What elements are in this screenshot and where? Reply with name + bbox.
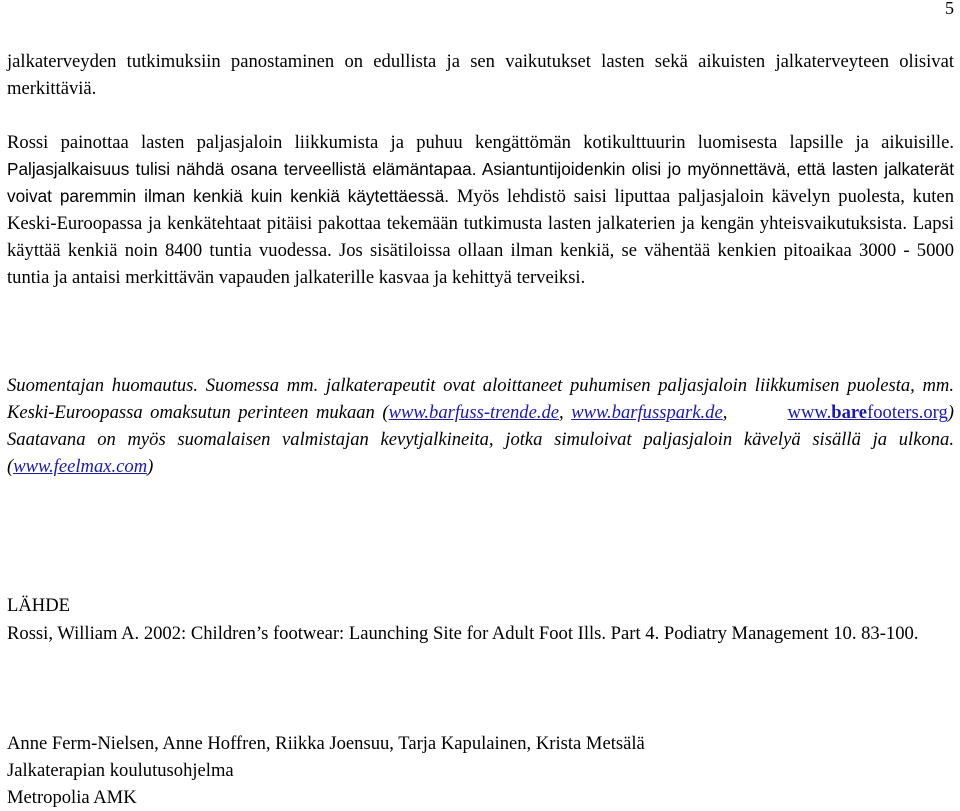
link-barefooters[interactable] xyxy=(788,402,948,423)
translator-note xyxy=(7,372,954,480)
author-names: Anne Ferm-Nielsen, Anne Hoffren, Riikka Joensuu, Tarja Kapulainen, Krista Metsälä xyxy=(7,733,645,754)
paragraph-rossi-s3: Myös lehdistö saisi liputtaa paljasjaloin kävelyn puolesta, kuten Keski-Euroopassa ja kenkätehtaat pitäisi pakottaa tekemään tutkimusta lasten jalkaterien ja kengän yhteisvaikutuksista. Lapsi käyttää kenkiä noin 8400 tuntia vuodessa. Jos sisätiloissa ollaan ilman kenkiä, se vähentää kenkien pitoaikaa 3000 - 5000 tuntia ja antaisi merkittävän vapauden jalkaterille kasvaa ja kehittyä terveiksi. xyxy=(7,186,954,288)
link-barfusspark[interactable]: www.barfusspark.de xyxy=(571,402,723,423)
link-barefooters-bold: bare xyxy=(831,402,868,423)
page-number: 5 xyxy=(945,0,954,18)
link-barefooters-pre: www. xyxy=(787,402,832,423)
note-sep2: , xyxy=(722,402,788,423)
link-barefooters-post: footers.org xyxy=(867,402,948,423)
paragraph-rossi-s1: Rossi painottaa lasten paljasjaloin liikkumista ja puhuu kengättömän kotikulttuurin luomisesta lapsille ja aikuisille. xyxy=(7,132,954,153)
link-feelmax[interactable]: www.feelmax.com xyxy=(13,456,148,477)
paragraph-intro: jalkaterveyden tutkimuksiin panostaminen on edullista ja sen vaikutukset lasten sekä aikuisten jalkaterveyteen olisivat merkittäviä. xyxy=(7,51,954,99)
paragraph-rossi xyxy=(7,129,954,291)
note-end: ) xyxy=(147,456,154,477)
degree-program: Jalkaterapian koulutusohjelma xyxy=(7,760,234,781)
link-barfuss-trende[interactable]: www.barfuss-trende.de xyxy=(388,402,560,423)
paragraph-rossi-s2: Paljasjalkaisuus tulisi nähdä osana terveellistä elämäntapaa. Asiantuntijoidenkin olisi jo myönnettävä, että lasten jalkaterät voivat paremmin ilman kenkiä kuin kenkiä käytettäessä. xyxy=(7,159,954,206)
note-mid: ) Saatavana on myös suomalaisen valmistajan kevytjalkineita, jotka simuloivat paljasjaloin kävelyä sisällä ja ulkona.( xyxy=(7,402,954,477)
note-sep1: , xyxy=(559,402,572,423)
note-intro: Suomentajan huomautus. Suomessa mm. jalkaterapeutit ovat aloittaneet puhumisen paljasjaloin liikkumisen puolesta, mm. Keski-Euroopassa omaksutun perinteen mukaan ( xyxy=(7,375,954,423)
source-heading: LÄHDE xyxy=(7,595,70,616)
school-name: Metropolia AMK xyxy=(7,787,137,808)
source-citation: Rossi, William A. 2002: Children’s footwear: Launching Site for Adult Foot Ills. Part 4. Podiatry Management 10. 83-100. xyxy=(7,623,919,644)
